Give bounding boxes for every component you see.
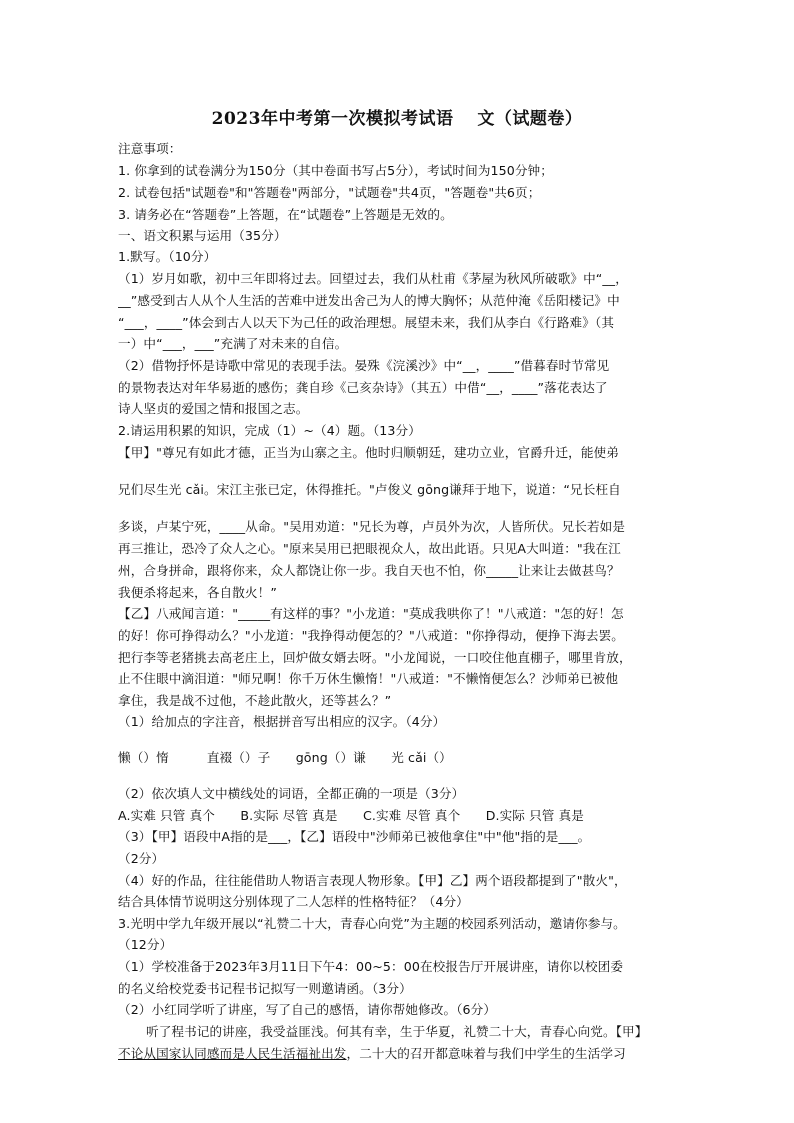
text-line: （1）给加点的字注音，根据拼音写出相应的汉字。（4分） xyxy=(118,714,446,729)
paragraph-line xyxy=(118,1044,688,1064)
text-line: 我便杀将起来，各自散火！” xyxy=(118,585,277,600)
text-line: （12分） xyxy=(118,937,173,952)
text-line: 3. 请务必在“答题卷”上答题，在“试题卷”上答题是无效的。 xyxy=(118,207,453,222)
text-line: “___，____”体会到古人以天下为己任的政治理想。展望未来，我们从李白《行路难》（其 xyxy=(118,315,615,330)
text-line: 【乙】八戒闻言道："_____有这样的事？"小龙道："莫成我哄你了！"八戒道："怎的好！怎 xyxy=(118,606,624,621)
paragraph-line xyxy=(146,1022,688,1042)
text-line: 的景物表达对年华易逝的感伤；龚自珍《己亥杂诗》（其五）中借“__，____”落花表达了 xyxy=(118,380,608,395)
text-line: 3.光明中学九年级开展以“礼赞二十大，青春心向党”为主题的校园系列活动，邀请你参与。 xyxy=(118,916,626,931)
text-line: （2）依次填人文中横线处的词语，全都正确的一项是（3分） xyxy=(118,786,465,801)
paragraph-text: ，二十大的召开都意味着与我们中学生的生活学习 xyxy=(346,1046,626,1061)
paragraph-text: 听了程书记的讲座，我受益匪浅。何其有幸，生于华夏，礼赞二十大，青春心向党。【甲】 xyxy=(146,1024,648,1039)
underlined-sentence: 不论从国家认同感而是人民生活福祉出发 xyxy=(118,1046,347,1061)
text-line: 【甲】"尊兄有如此才德，正当为山寨之主。他时归顺朝廷，建功立业，官爵升迁，能使弟 xyxy=(118,445,619,460)
text-line: （3）【甲】语段中A指的是___，【乙】语段中"沙师弟已被他拿住"中"他"指的是___。 xyxy=(118,829,591,844)
text-line: A.实难 只管 真个 B.实际 尽管 真是 C.实难 尽管 真个 D.实际 只管 真是 xyxy=(118,808,584,823)
text-line: 懒（）惰 直裰（）子 gōng（）谦 光 cǎi（） xyxy=(118,750,452,765)
text-line: 多谈，卢某宁死，____从命。"吴用劝道："兄长为尊，卢员外为次，人皆所伏。兄长若如是 xyxy=(118,519,626,534)
text-line: 一）中“___，___”充满了对未来的自信。 xyxy=(118,336,348,351)
text-line: （2）借物抒怀是诗歌中常见的表现手法。晏殊《浣溪沙》中“__，____”借暮春时节常见 xyxy=(118,358,610,373)
text-line: （1）岁月如歌，初中三年即将过去。回望过去，我们从杜甫《茅屋为秋风所破歌》中“__， xyxy=(118,271,628,286)
text-line: 一、语文积累与运用（35分） xyxy=(118,228,287,243)
exam-title: 2023年中考第一次模拟考试语 文（试题卷） xyxy=(211,109,583,129)
text-line: 的好！你可挣得动么？"小龙道："我挣得动便怎的？"八戒道："你挣得动，便挣下海去罢。 xyxy=(118,628,624,643)
text-line: 的名义给校党委书记程书记拟写一则邀请函。（3分） xyxy=(118,981,412,996)
text-line: 州，合身拼命，跟将你来，众人都饶让你一步。我自天也不怕，你_____让来让去做甚鸟？ xyxy=(118,563,620,578)
text-line: （4）好的作品，往往能借助人物语言表现人物形象。【甲】乙】两个语段都提到了"散火"， xyxy=(118,873,627,888)
text-line: （2）小红同学听了讲座，写了自己的感悟，请你帮她修改。（6分） xyxy=(118,1002,497,1017)
text-line: 拿住，我是战不过他，不趁此散火，还等甚么？” xyxy=(118,693,392,708)
text-line: （1）学校准备于2023年3月11日下午4：00~5：00在校报告厅开展讲座，请你以校团委 xyxy=(118,959,624,974)
text-line: __”感受到古人从个人生活的苦难中迸发出舍己为人的博大胸怀；从范仲淹《岳阳楼记》中 xyxy=(118,293,620,308)
text-line: 结合具体情节说明这分别体现了二人怎样的性格特征？（4分） xyxy=(118,894,469,909)
text-line: 注意事项： xyxy=(118,141,182,156)
text-line: 1. 你拿到的试卷满分为150分（其中卷面书写占5分），考试时间为150分钟； xyxy=(118,163,553,178)
text-line: 把行李等老猪挑去高老庄上，回炉做女婿去呀。"小龙闻说，一口咬住他直棚子，哪里肯放， xyxy=(118,650,632,665)
text-line: 1.默写。（10分） xyxy=(118,249,217,264)
text-line: 兄们尽生光 cǎi。宋江主张已定，休得推托。"卢俊义 gōng谦拜于地下，说道：“兄长枉自 xyxy=(118,482,621,497)
text-line: 止不住眼中滴泪道："师兄啊！你千万休生懒惰！"八戒道："不懒惰便怎么？沙师弟已被他 xyxy=(118,671,619,686)
text-line: 再三推让，恐冷了众人之心。"原来吴用已把眼视众人，故出此语。只见A大叫道："我在江 xyxy=(118,541,621,556)
text-line: 2. 试卷包括"试题卷"和"答题卷"两部分，"试题卷"共4页，"答题卷"共6页； xyxy=(118,185,541,200)
text-line: 诗人坚贞的爱国之情和报国之志。 xyxy=(118,401,309,416)
text-line: （2分） xyxy=(118,851,165,866)
text-line: 2.请运用积累的知识，完成（1）~（4）题。（13分） xyxy=(118,423,421,438)
